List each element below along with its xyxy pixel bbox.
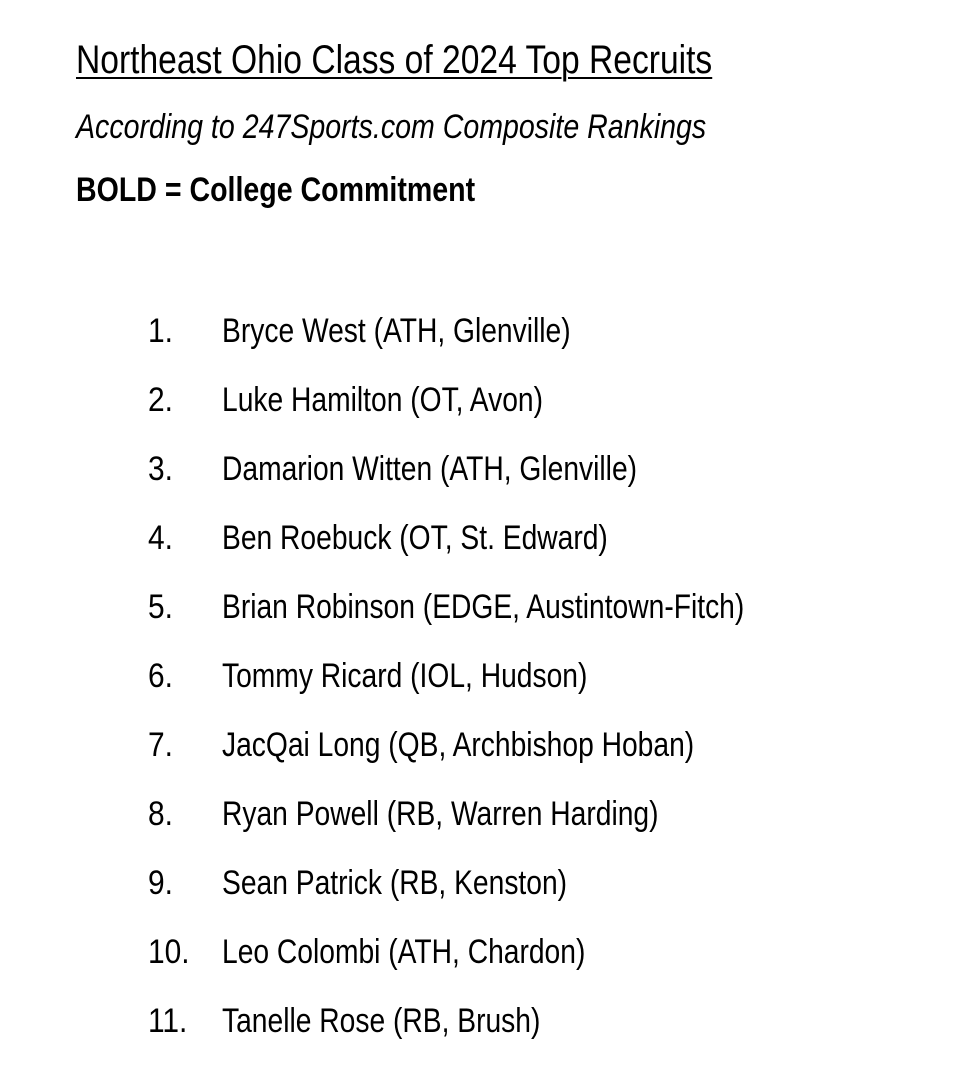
rank-number: 3.	[148, 450, 173, 488]
recruit-entry: Ryan Powell (RB, Warren Harding)	[222, 795, 659, 833]
recruit-entry: Luke Hamilton (OT, Avon)	[222, 381, 544, 419]
list-item	[0, 443, 973, 512]
list-item	[0, 926, 973, 995]
list-item	[0, 995, 973, 1064]
recruit-entry: Sean Patrick (RB, Kenston)	[222, 864, 568, 902]
list-item	[0, 581, 973, 650]
bold-legend: BOLD = College Commitment	[76, 171, 476, 209]
list-item	[0, 788, 973, 857]
list-item	[0, 305, 973, 374]
recruit-list	[0, 305, 973, 1064]
rank-number: 5.	[148, 588, 173, 626]
rank-number: 1.	[148, 312, 173, 350]
rank-number: 10.	[148, 933, 190, 971]
list-item	[0, 374, 973, 443]
document-title: Northeast Ohio Class of 2024 Top Recruits	[76, 38, 713, 82]
recruit-entry: Bryce West (ATH, Glenville)	[222, 312, 571, 350]
list-item	[0, 857, 973, 926]
rank-number: 6.	[148, 657, 173, 695]
recruit-entry: Tanelle Rose (RB, Brush)	[222, 1002, 541, 1040]
list-item	[0, 719, 973, 788]
list-item	[0, 650, 973, 719]
recruit-entry: Ben Roebuck (OT, St. Edward)	[222, 519, 608, 557]
recruit-entry: Damarion Witten (ATH, Glenville)	[222, 450, 638, 488]
recruit-entry: Leo Colombi (ATH, Chardon)	[222, 933, 586, 971]
document-subtitle: According to 247Sports.com Composite Rankings	[76, 108, 707, 146]
rank-number: 9.	[148, 864, 173, 902]
rank-number: 8.	[148, 795, 173, 833]
rank-number: 7.	[148, 726, 173, 764]
rank-number: 4.	[148, 519, 173, 557]
rank-number: 11.	[148, 1002, 188, 1040]
list-item	[0, 512, 973, 581]
recruit-entry: Tommy Ricard (IOL, Hudson)	[222, 657, 588, 695]
recruit-entry: JacQai Long (QB, Archbishop Hoban)	[222, 726, 695, 764]
rank-number: 2.	[148, 381, 173, 419]
recruit-entry: Brian Robinson (EDGE, Austintown-Fitch)	[222, 588, 745, 626]
